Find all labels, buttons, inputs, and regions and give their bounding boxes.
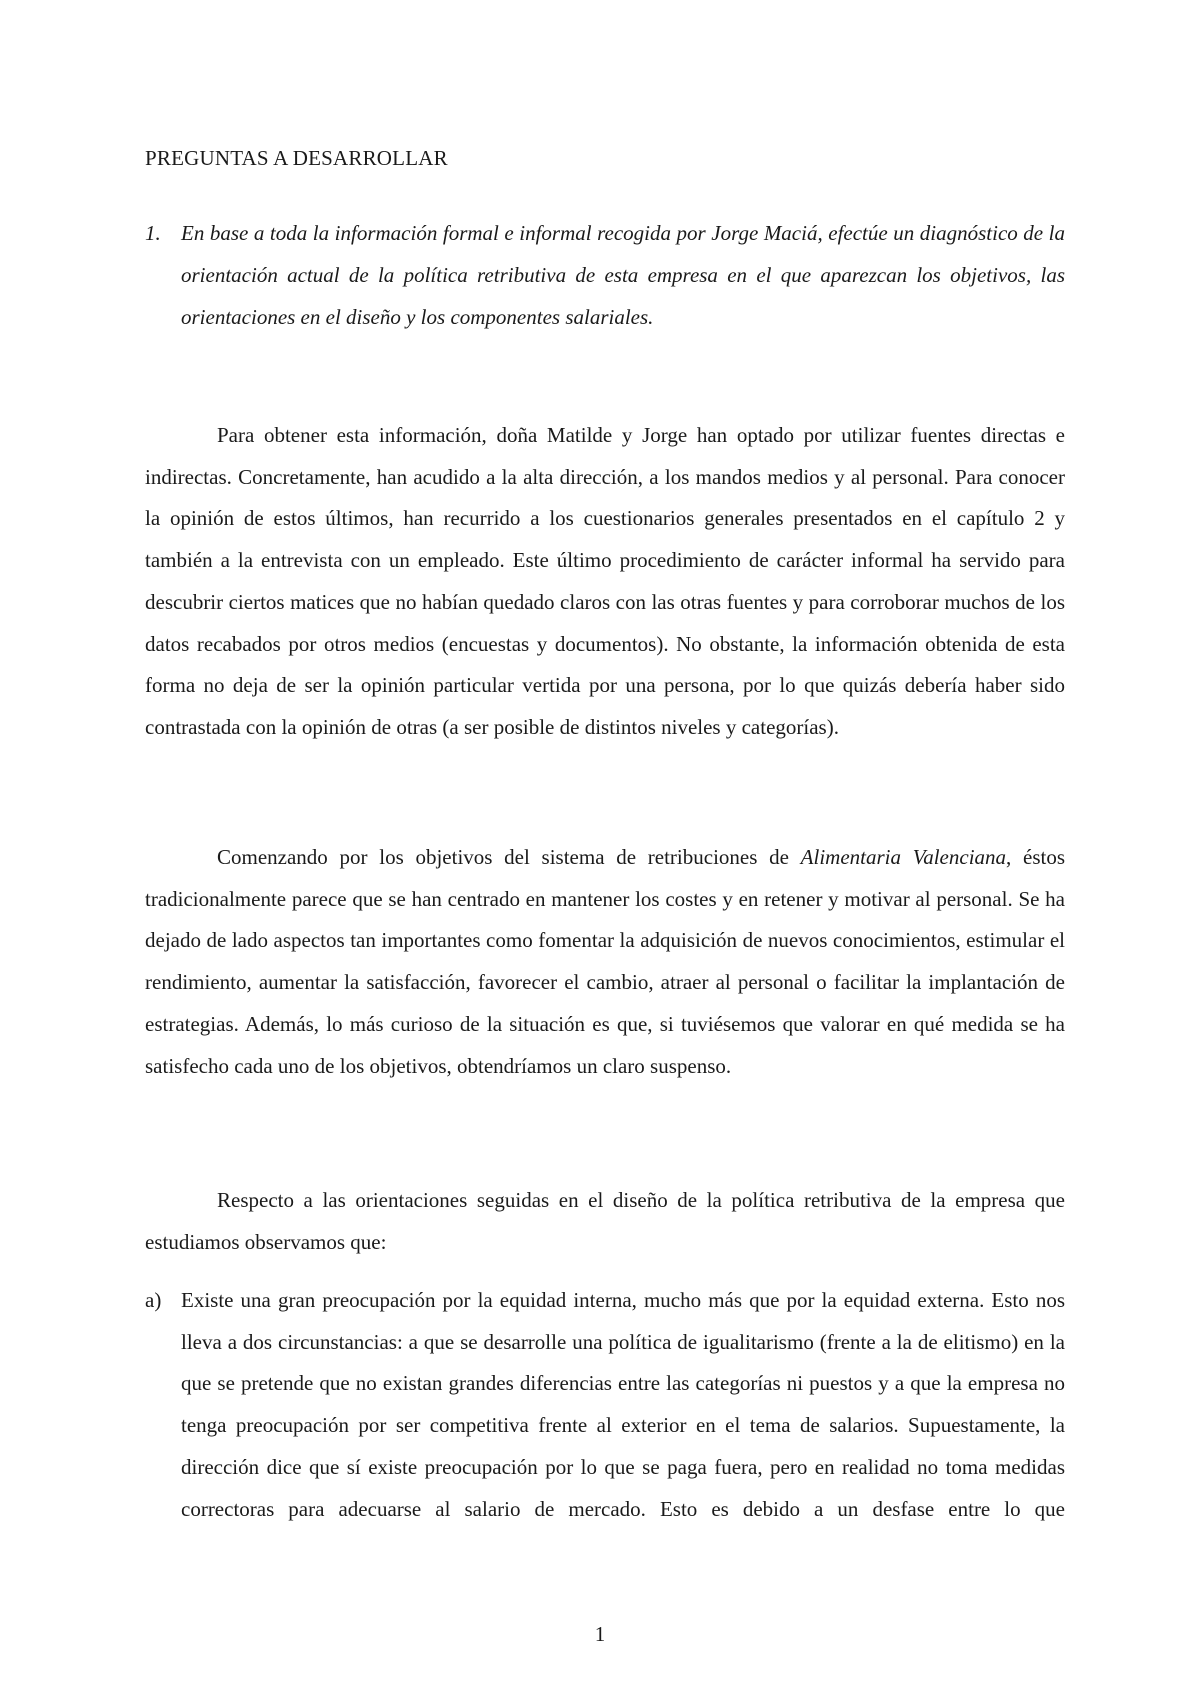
paragraph-objectives-start: Comenzando por los objetivos del sistema de retribuciones de — [217, 845, 801, 869]
paragraph-objectives-end: , éstos tradicionalmente parece que se han centrado en mantener los costes y en retener y motivar al personal. Se ha dejado de lado aspectos tan importantes como fomentar la adquisición de nuevos conocimientos, estimular el rendimiento, aumentar la satisfacción, favorecer el cambio, atraer al personal o facilitar la implantación de estrategias. Además, lo más curioso de la situación es que, si tuviésemos que valorar en qué medida se ha satisfecho cada uno de los objetivos, obtendríamos un claro suspenso. — [145, 845, 1065, 1078]
page-number: 1 — [594, 1622, 606, 1646]
question-number: 1. — [145, 221, 161, 245]
list-item-label: a) — [145, 1288, 162, 1312]
list-item-a — [145, 1280, 1065, 1530]
company-name: Alimentaria Valenciana — [800, 845, 1007, 869]
list-item-text: Existe una gran preocupación por la equidad interna, mucho más que por la equidad externa. Esto nos lleva a dos circunstancias: a que se desarrolle una política de igualitarismo (frente a la de elitismo) en la que se pretende que no existan grandes diferencias entre las categorías ni puestos y a que la empresa no tenga preocupación por ser competitiva frente al exterior en el tema de salarios. Supuestamente, la dirección dice que sí existe preocupación por lo que se paga fuera, pero en realidad no toma medidas correctoras para adecuarse al salario de mercado. Esto es debido a un desfase entre lo que — [181, 1288, 1065, 1521]
question-text: En base a toda la información formal e informal recogida por Jorge Maciá, efectúe un diagnóstico de la orientación actual de la política retributiva de esta empresa en el que aparezcan los objetivos, las orientaciones en el diseño y los componentes salariales. — [181, 221, 1065, 329]
section-heading: PREGUNTAS A DESARROLLAR — [145, 146, 448, 170]
paragraph-objectives — [145, 837, 1065, 1087]
paragraph-sources: Para obtener esta información, doña Matilde y Jorge han optado por utilizar fuentes directas e indirectas. Concretamente, han acudido a la alta dirección, a los mandos medios y al personal. Para conocer la opinión de estos últimos, han recurrido a los cuestionarios generales presentados en el capítulo 2 y también a la entrevista con un empleado. Este último procedimiento de carácter informal ha servido para descubrir ciertos matices que no habían quedado claros con las otras fuentes y para corroborar muchos de los datos recabados por otros medios (encuestas y documentos). No obstante, la información obtenida de esta forma no deja de ser la opinión particular vertida por una persona, por lo que quizás debería haber sido contrastada con la opinión de otras (a ser posible de distintos niveles y categorías). — [145, 423, 1065, 739]
paragraph-orientations: Respecto a las orientaciones seguidas en el diseño de la política retributiva de la empresa que estudiamos observamos que: — [145, 1188, 1065, 1254]
question-1 — [145, 212, 1065, 338]
